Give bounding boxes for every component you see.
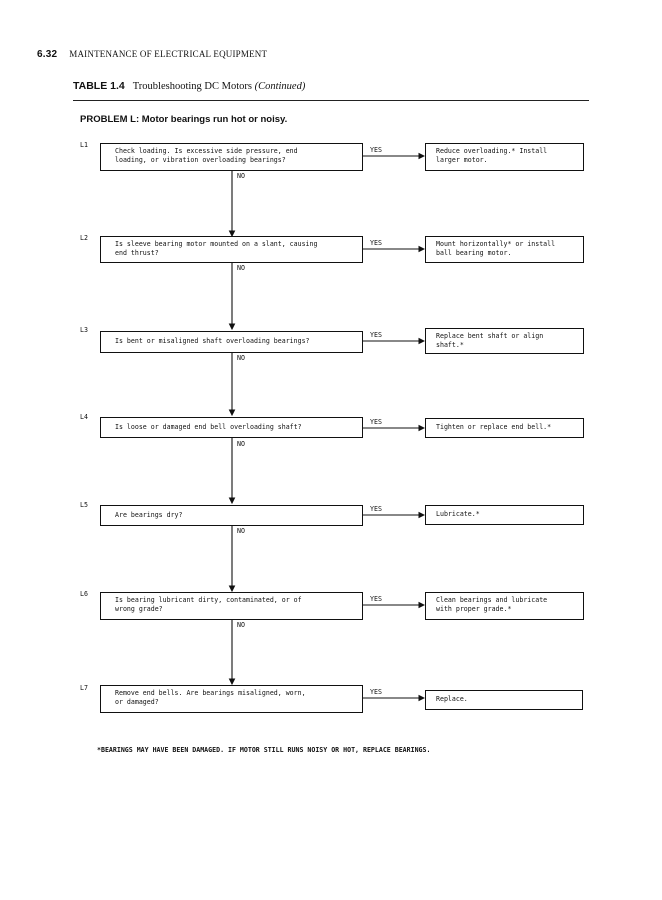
question-box-l7: Remove end bells. Are bearings misaligned, worn, or damaged? (100, 685, 363, 713)
question-box-l1: Check loading. Is excessive side pressure, end loading, or vibration overloading bearings? (100, 143, 363, 171)
yes-label-l6: YES (370, 595, 382, 603)
yes-label-l1: YES (370, 146, 382, 154)
action-box-l4: Tighten or replace end bell.* (425, 418, 584, 438)
yes-label-l3: YES (370, 331, 382, 339)
table-caption: Troubleshooting DC Motors (132, 81, 252, 92)
action-box-l2: Mount horizontally* or install ball bearing motor. (425, 236, 584, 263)
question-box-l3: Is bent or misaligned shaft overloading bearings? (100, 331, 363, 353)
yes-label-l4: YES (370, 418, 382, 426)
yes-label-l5: YES (370, 505, 382, 513)
yes-label-l7: YES (370, 688, 382, 696)
step-id-l2: L2 (80, 234, 88, 242)
no-label-l6: NO (237, 621, 245, 629)
step-id-l1: L1 (80, 141, 88, 149)
action-box-l1: Reduce overloading.* Install larger motor. (425, 143, 584, 171)
problem-heading: PROBLEM L: Motor bearings run hot or noisy. (80, 114, 288, 125)
no-label-l2: NO (237, 264, 245, 272)
step-id-l4: L4 (80, 413, 88, 421)
no-label-l3: NO (237, 354, 245, 362)
action-box-l3: Replace bent shaft or align shaft.* (425, 328, 584, 354)
step-id-l7: L7 (80, 684, 88, 692)
action-box-l5: Lubricate.* (425, 505, 584, 525)
table-label: TABLE 1.4 (73, 80, 125, 92)
action-box-l7: Replace. (425, 690, 583, 710)
step-id-l3: L3 (80, 326, 88, 334)
step-id-l6: L6 (80, 590, 88, 598)
step-id-l5: L5 (80, 501, 88, 509)
question-box-l5: Are bearings dry? (100, 505, 363, 526)
no-label-l4: NO (237, 440, 245, 448)
running-title: MAINTENANCE OF ELECTRICAL EQUIPMENT (69, 49, 268, 59)
no-label-l5: NO (237, 527, 245, 535)
footnote: *BEARINGS MAY HAVE BEEN DAMAGED. IF MOTOR STILL RUNS NOISY OR HOT, REPLACE BEARINGS. (97, 746, 431, 754)
yes-label-l2: YES (370, 239, 382, 247)
action-box-l6: Clean bearings and lubricate with proper grade.* (425, 592, 584, 620)
table-continued: (Continued) (254, 81, 306, 92)
question-box-l2: Is sleeve bearing motor mounted on a slant, causing end thrust? (100, 236, 363, 263)
page-number: 6.32 (37, 49, 58, 60)
question-box-l6: Is bearing lubricant dirty, contaminated, or of wrong grade? (100, 592, 363, 620)
no-label-l1: NO (237, 172, 245, 180)
question-box-l4: Is loose or damaged end bell overloading shaft? (100, 417, 363, 438)
